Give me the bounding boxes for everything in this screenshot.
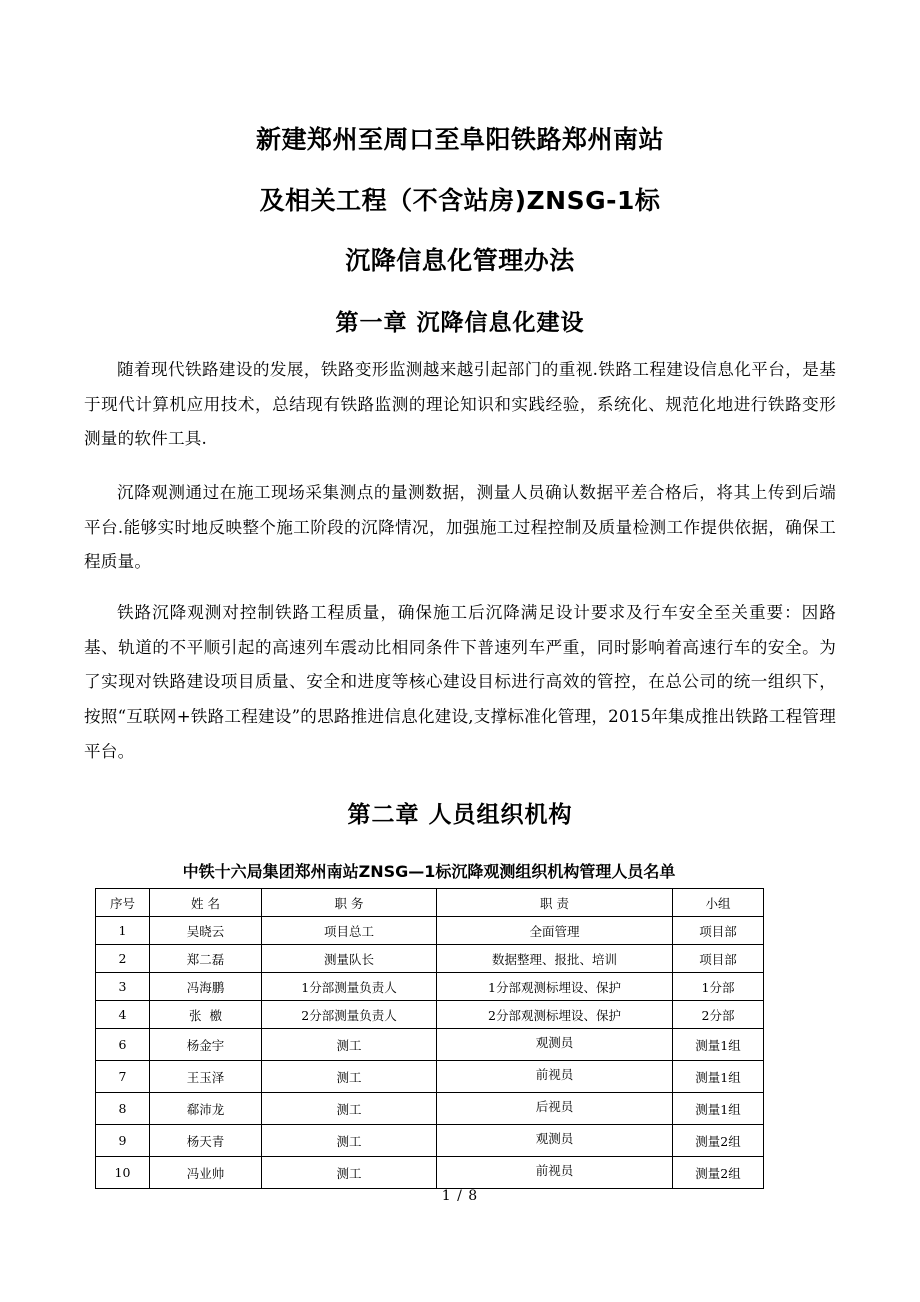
header-cell-index: 序号 [96,889,150,917]
header-cell-position: 职 务 [262,889,437,917]
cell-name: 冯海鹏 [150,973,262,1001]
table-caption: 中铁十六局集团郑州南站ZNSG—1标沉降观测组织机构管理人员名单 [182,862,676,881]
cell-name: 郑二磊 [150,945,262,973]
cell-duty: 观测员 [437,1125,673,1157]
table-row [96,1157,764,1189]
document-title-line-1: 新建郑州至周口至阜阳铁路郑州南站 [255,125,664,154]
paragraph: 沉降观测通过在施工现场采集测点的量测数据，测量人员确认数据平差合格后，将其上传到后端平台.能够实时地反映整个施工阶段的沉降情况，加强施工过程控制及质量检测工作提供依据，确保工程质量。 [84,483,836,572]
personnel-table [95,888,764,1189]
cell-name: 王玉泽 [150,1061,262,1093]
document-title-line-3: 沉降信息化管理办法 [345,246,575,275]
cell-duty: 数据整理、报批、培训 [437,945,673,973]
cell-name: 杨天青 [150,1125,262,1157]
cell-name: 郗沛龙 [150,1093,262,1125]
table-header-row [96,889,764,917]
cell-index: 9 [96,1125,150,1157]
cell-index: 8 [96,1093,150,1125]
cell-group: 测量1组 [673,1029,764,1061]
cell-position: 测工 [262,1093,437,1125]
cell-group: 1分部 [673,973,764,1001]
cell-duty: 1分部观测标埋设、保护 [437,973,673,1001]
cell-index: 7 [96,1061,150,1093]
cell-group: 项目部 [673,945,764,973]
cell-index: 6 [96,1029,150,1061]
table-row [96,1125,764,1157]
cell-group: 2分部 [673,1001,764,1029]
cell-group: 测量1组 [673,1093,764,1125]
header-cell-duty: 职 责 [437,889,673,917]
header-cell-group: 小组 [673,889,764,917]
cell-position: 测工 [262,1029,437,1061]
cell-group: 测量2组 [673,1125,764,1157]
table-row [96,1061,764,1093]
document-title-line-2: 及相关工程（不含站房)ZNSG-1标 [259,186,661,215]
cell-name: 冯业帅 [150,1157,262,1189]
paragraph: 随着现代铁路建设的发展，铁路变形监测越来越引起部门的重视.铁路工程建设信息化平台，是基于现代计算机应用技术，总结现有铁路监测的理论知识和实践经验，系统化、规范化地进行铁路变形测量的软件工具. [84,360,836,449]
table-row [96,1029,764,1061]
cell-name: 吴晓云 [150,917,262,945]
cell-index: 10 [96,1157,150,1189]
paragraph: 铁路沉降观测对控制铁路工程质量，确保施工后沉降满足设计要求及行车安全至关重要：因路基、轨道的不平顺引起的高速列车震动比相同条件下普速列车严重，同时影响着高速行车的安全。为了实现对铁路建设项目质量、安全和进度等核心建设目标进行高效的管控，在总公司的统一组织下，按照“互联网+铁路工程建设”的思路推进信息化建设,支撑标准化管理，2015年集成推出铁路工程管理平台。 [84,603,836,761]
cell-index: 1 [96,917,150,945]
cell-position: 测工 [262,1061,437,1093]
page-number: 1 / 8 [441,1188,479,1204]
cell-name: 张 檄 [150,1001,262,1029]
cell-position: 2分部测量负责人 [262,1001,437,1029]
cell-position: 1分部测量负责人 [262,973,437,1001]
table-row [96,945,764,973]
cell-position: 测工 [262,1157,437,1189]
cell-duty: 全面管理 [437,917,673,945]
cell-index: 2 [96,945,150,973]
header-cell-name: 姓 名 [150,889,262,917]
cell-position: 测工 [262,1125,437,1157]
chapter-2-heading: 第二章 人员组织机构 [347,802,573,828]
table-row [96,973,764,1001]
cell-index: 4 [96,1001,150,1029]
cell-duty: 前视员 [437,1157,673,1189]
cell-duty: 观测员 [437,1029,673,1061]
cell-group: 项目部 [673,917,764,945]
cell-group: 测量2组 [673,1157,764,1189]
cell-duty: 2分部观测标埋设、保护 [437,1001,673,1029]
cell-position: 测量队长 [262,945,437,973]
cell-index: 3 [96,973,150,1001]
table-row [96,1093,764,1125]
cell-name: 杨金宇 [150,1029,262,1061]
cell-position: 项目总工 [262,917,437,945]
chapter-1-heading: 第一章 沉降信息化建设 [335,310,585,336]
cell-group: 测量1组 [673,1061,764,1093]
table-row [96,1001,764,1029]
cell-duty: 前视员 [437,1061,673,1093]
cell-duty: 后视员 [437,1093,673,1125]
table-row [96,917,764,945]
